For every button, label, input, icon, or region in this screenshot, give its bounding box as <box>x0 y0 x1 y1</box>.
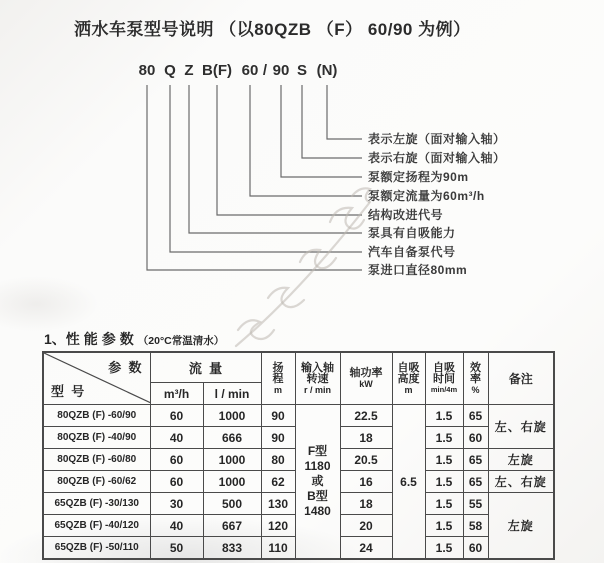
cell-suction-time: 1.5 <box>425 515 463 537</box>
cell-flow-m3h: 60 <box>150 471 203 493</box>
diagram-label-left-rotation: 表示左旋（面对输入轴） <box>368 132 506 146</box>
header-suction-height: 自吸 高度 m <box>392 352 425 405</box>
cell-suction-time: 1.5 <box>425 427 463 449</box>
section-number: 1、 <box>44 331 66 347</box>
header-suction-time: 自吸 时间 min/4m <box>425 352 463 405</box>
page-title: 洒水车泵型号说明 （以80QZB （F） 60/90 为例） <box>74 20 471 39</box>
cell-flow-m3h: 50 <box>150 537 203 560</box>
cell-suction-time: 1.5 <box>425 471 463 493</box>
code-token-s: S <box>296 62 308 79</box>
cell-model: 80QZB (F) -60/80 <box>43 449 150 471</box>
cell-suction-time: 1.5 <box>425 537 463 560</box>
cell-suction-time: 1.5 <box>425 493 463 515</box>
cell-flow-lmin: 1000 <box>203 449 261 471</box>
header-shaft-power: 轴功率 kW <box>340 352 392 405</box>
cell-remark: 左、右旋 <box>488 405 554 449</box>
cell-remark: 左旋 <box>488 449 554 471</box>
corner-label-parameters: 参 数 <box>108 360 142 375</box>
cell-input-shaft-speed: F型 1180 或 B型 1480 <box>295 405 340 560</box>
cell-power: 22.5 <box>340 405 392 427</box>
code-token-slash: / <box>262 62 268 79</box>
cell-model: 80QZB (F) -60/90 <box>43 405 150 427</box>
performance-table <box>42 351 555 560</box>
cell-power: 24 <box>340 537 392 560</box>
cell-flow-m3h: 60 <box>150 449 203 471</box>
cell-flow-m3h: 40 <box>150 515 203 537</box>
cell-model: 80QZB (F) -40/90 <box>43 427 150 449</box>
diagram-label-structure-code: 结构改进代号 <box>368 208 444 222</box>
diagram-label-vehicle-pump-code: 汽车自备泵代号 <box>368 245 456 259</box>
section-title: 性能参数 <box>65 331 138 347</box>
cell-remark: 左旋 <box>488 493 554 560</box>
cell-suction-time: 1.5 <box>425 405 463 427</box>
cell-head: 90 <box>261 427 295 449</box>
diagram-label-right-rotation: 表示右旋（面对输入轴） <box>368 151 506 165</box>
cell-efficiency: 55 <box>463 493 488 515</box>
cell-head: 90 <box>261 405 295 427</box>
section-heading <box>44 329 224 349</box>
corner-cell <box>43 352 150 405</box>
cell-flow-lmin: 666 <box>203 427 261 449</box>
cell-remark: 左、右旋 <box>488 471 554 493</box>
cell-model: 65QZB (F) -30/130 <box>43 493 150 515</box>
cell-model: 65QZB (F) -50/110 <box>43 537 150 560</box>
cell-efficiency: 65 <box>463 405 488 427</box>
header-row-1 <box>43 352 554 383</box>
cell-power: 16 <box>340 471 392 493</box>
cell-efficiency: 60 <box>463 537 488 560</box>
header-head: 扬 程 m <box>261 352 295 405</box>
cell-flow-lmin: 1000 <box>203 405 261 427</box>
code-token-q: Q <box>164 62 176 79</box>
cell-suction-time: 1.5 <box>425 449 463 471</box>
header-flow-m3h: m³/h <box>150 383 203 405</box>
cell-power: 20 <box>340 515 392 537</box>
diagram-label-inlet-diameter: 泵进口直径80mm <box>368 263 468 277</box>
code-token-head: 90 <box>272 62 290 79</box>
cell-efficiency: 58 <box>463 515 488 537</box>
cell-head: 80 <box>261 449 295 471</box>
code-token-flow: 60 <box>241 62 259 79</box>
header-input-shaft-speed: 输入轴 转速 r / min <box>295 352 340 405</box>
code-token-z: Z <box>184 62 194 79</box>
code-token-bf: B(F) <box>202 62 232 79</box>
section-condition-note: （20°C常温清水） <box>137 335 225 347</box>
cell-flow-m3h: 60 <box>150 405 203 427</box>
cell-model: 65QZB (F) -40/120 <box>43 515 150 537</box>
cell-efficiency: 60 <box>463 427 488 449</box>
cell-power: 18 <box>340 493 392 515</box>
cell-suction-height: 6.5 <box>392 405 425 560</box>
cell-flow-lmin: 1000 <box>203 471 261 493</box>
cell-head: 120 <box>261 515 295 537</box>
cell-flow-m3h: 40 <box>150 427 203 449</box>
corner-label-model: 型 号 <box>51 384 85 399</box>
cell-efficiency: 65 <box>463 449 488 471</box>
cell-flow-lmin: 667 <box>203 515 261 537</box>
cell-flow-lmin: 500 <box>203 493 261 515</box>
header-efficiency: 效 率 % <box>463 352 488 405</box>
cell-power: 18 <box>340 427 392 449</box>
cell-model: 80QZB (F) -60/62 <box>43 471 150 493</box>
cell-power: 20.5 <box>340 449 392 471</box>
cell-flow-m3h: 30 <box>150 493 203 515</box>
header-flow-lmin: l / min <box>203 383 261 405</box>
header-flow: 流 量 <box>150 352 261 383</box>
table-row <box>43 405 554 427</box>
header-remarks: 备注 <box>488 352 554 405</box>
code-token-inlet-diameter: 80 <box>138 62 156 79</box>
diagram-label-rated-head: 泵额定扬程为90m <box>368 170 469 184</box>
cell-head: 62 <box>261 471 295 493</box>
cell-efficiency: 65 <box>463 471 488 493</box>
cell-flow-lmin: 833 <box>203 537 261 560</box>
cell-head: 110 <box>261 537 295 560</box>
diagram-label-self-priming: 泵具有自吸能力 <box>368 226 456 240</box>
code-token-n: (N) <box>316 62 338 79</box>
diagram-label-rated-flow: 泵额定流量为60m³/h <box>368 189 485 203</box>
cell-head: 130 <box>261 493 295 515</box>
